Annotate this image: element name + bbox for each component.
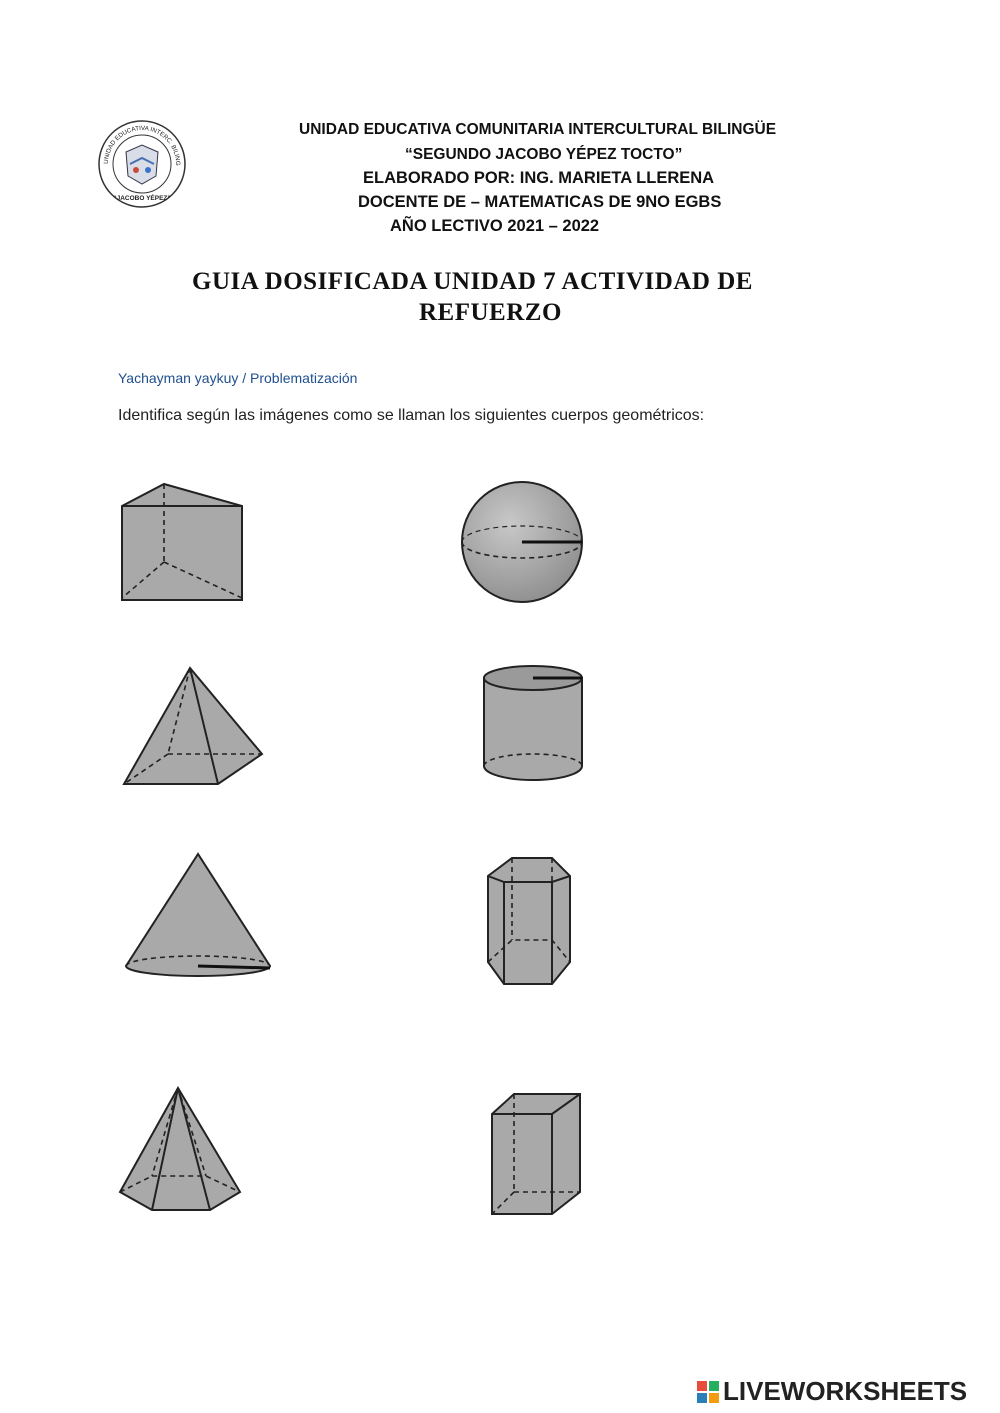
sphere-icon bbox=[458, 480, 590, 606]
header-school-year: AÑO LECTIVO 2021 – 2022 bbox=[390, 217, 600, 235]
school-logo bbox=[96, 118, 188, 210]
pentagonal-prism-icon bbox=[482, 852, 576, 988]
triangular-prism-icon bbox=[118, 480, 246, 604]
instruction-text: Identifica según las imágenes como se llaman los siguientes cuerpos geométricos: bbox=[118, 407, 705, 424]
liveworksheets-watermark[interactable]: LIVEWORKSHEETS bbox=[723, 1376, 968, 1406]
cone-icon bbox=[120, 848, 276, 982]
square-pyramid-icon bbox=[118, 662, 266, 788]
page-title-line2: REFUERZO bbox=[419, 299, 562, 326]
liveworksheets-logo-icon bbox=[697, 1381, 719, 1403]
cylinder-icon bbox=[478, 662, 588, 786]
page-title-line1: GUIA DOSIFICADA UNIDAD 7 ACTIVIDAD DE bbox=[192, 268, 753, 295]
header-school-subname: “SEGUNDO JACOBO YÉPEZ TOCTO” bbox=[405, 146, 683, 163]
hexagonal-pyramid-icon bbox=[116, 1084, 244, 1214]
section-heading: Yachayman yaykuy / Problematización bbox=[118, 370, 358, 386]
rectangular-prism-icon bbox=[488, 1090, 584, 1218]
logo-name: “JACOBO YÉPEZ” bbox=[113, 195, 171, 202]
header-author: ELABORADO POR: ING. MARIETA LLERENA bbox=[363, 169, 715, 187]
logo-ring-text: UNIDAD EDUCATIVA INTERC. BILING bbox=[102, 124, 182, 166]
header-teacher: DOCENTE DE – MATEMATICAS DE 9NO EGBS bbox=[358, 193, 722, 211]
header-school-name: UNIDAD EDUCATIVA COMUNITARIA INTERCULTURAL BILINGÜE bbox=[299, 121, 777, 138]
